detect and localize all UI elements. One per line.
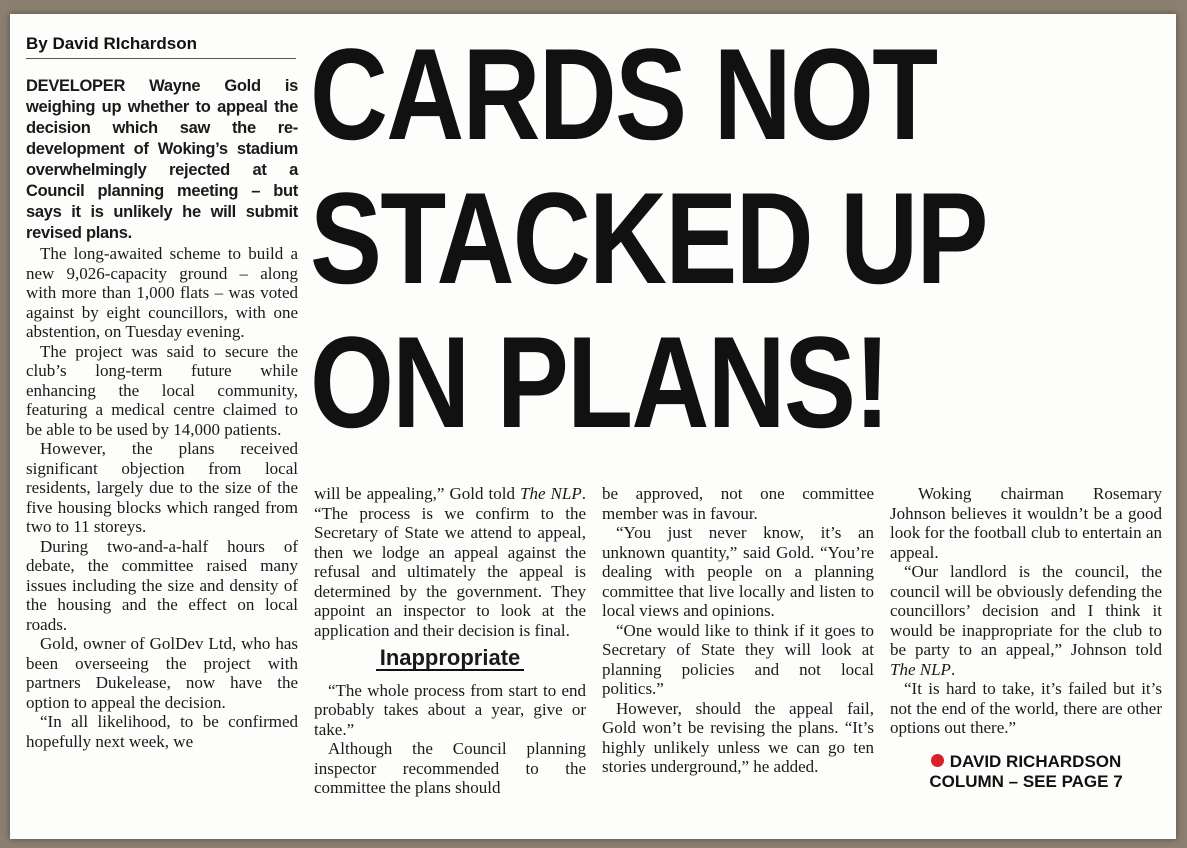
body-paragraph: “One would like to think if it goes to Secretary of State they will look at planning policies and not local politics.” <box>602 620 874 698</box>
column-2 <box>314 484 586 798</box>
intro-paragraph: DEVELOPER Wayne Gold is weighing up whether to appeal the decision which saw the re-development of Woking’s stadium overwhelmingly rejected at a Council planning meeting – but says it is unlikely he will submit revised plans. <box>26 77 298 242</box>
column-reference-line-2: COLUMN – SEE PAGE 7 <box>929 771 1123 791</box>
body-paragraph: Although the Council planning inspector recommended to the committee the plans should <box>314 739 586 797</box>
body-paragraph: During two-and-a-half hours of debate, the committee raised many issues including the size and density of the housing and the effect on local roads. <box>26 536 298 634</box>
body-paragraph: Gold, owner of GolDev Ltd, who has been overseeing the project with partners Dukelease, now have the option to appeal the decision. <box>26 634 298 712</box>
body-paragraph: be approved, not one committee member was in favour. <box>602 484 874 523</box>
subheading-text: Inappropriate <box>376 648 525 671</box>
body-paragraph: However, should the appeal fail, Gold won’t be revising the plans. “It’s highly unlikely unless we can go ten stories underground,” he added. <box>602 698 874 776</box>
body-text: “Our landlord is the council, the council will be obviously defending the councillors’ decision and I think it would be inappropriate for the club to be party to an appeal,” Johnson told <box>890 562 1162 659</box>
headline-line-2: STACKED UP <box>310 165 987 311</box>
subheading <box>314 645 586 671</box>
column-3 <box>602 484 874 777</box>
body-paragraph: Woking chairman Rosemary Johnson believes it wouldn’t be a good look for the football club to entertain an appeal. <box>890 484 1162 562</box>
column-1 <box>26 76 298 751</box>
body-paragraph <box>890 562 1162 679</box>
body-text: will be appealing,” Gold told <box>314 484 521 503</box>
red-bullet-icon <box>931 754 944 767</box>
byline: By David RIchardson <box>26 34 296 59</box>
publication-name: The NLP <box>520 484 582 503</box>
headline-line-3: ON PLANS! <box>310 309 889 455</box>
column-4 <box>890 484 1162 792</box>
body-paragraph: “In all likelihood, to be confirmed hopefully next week, we <box>26 712 298 751</box>
column-reference-line-1 <box>890 752 1162 772</box>
body-text: . “The process is we confirm to the Secretary of State we attend to appeal, then we lodge an appeal against the refusal and ultimately the appeal is determined by the government. They appoint an inspector to look at the application and their decision is final. <box>314 484 586 640</box>
column-reference <box>890 752 1162 792</box>
body-paragraph: “You just never know, it’s an unknown quantity,” said Gold. “You’re dealing with people on a planning committee that live locally and listen to local views and opinions. <box>602 523 874 620</box>
column-reference-name: DAVID RICHARDSON <box>949 751 1122 771</box>
body-paragraph: However, the plans received significant objection from local residents, largely due to the size of the five housing blocks which ranged from two to 11 storeys. <box>26 439 298 536</box>
headline <box>310 22 1029 454</box>
newspaper-page <box>10 14 1176 839</box>
body-paragraph: “It is hard to take, it’s failed but it’s not the end of the world, there are other options out there.” <box>890 679 1162 737</box>
headline-line-1: CARDS NOT <box>310 21 937 167</box>
body-paragraph: The long-awaited scheme to build a new 9,026-capacity ground – along with more than 1,000 flats – was voted against by eight councillors, with one abstention, on Tuesday evening. <box>26 244 298 341</box>
body-paragraph <box>314 484 586 640</box>
body-paragraph: The project was said to secure the club’s long-term future while enhancing the local community, featuring a medical centre claimed to be able to be used by 14,000 patients. <box>26 341 298 439</box>
publication-name: The NLP <box>890 659 951 679</box>
body-paragraph: “The whole process from start to end probably takes about a year, give or take.” <box>314 680 586 739</box>
body-text: . <box>950 659 956 679</box>
